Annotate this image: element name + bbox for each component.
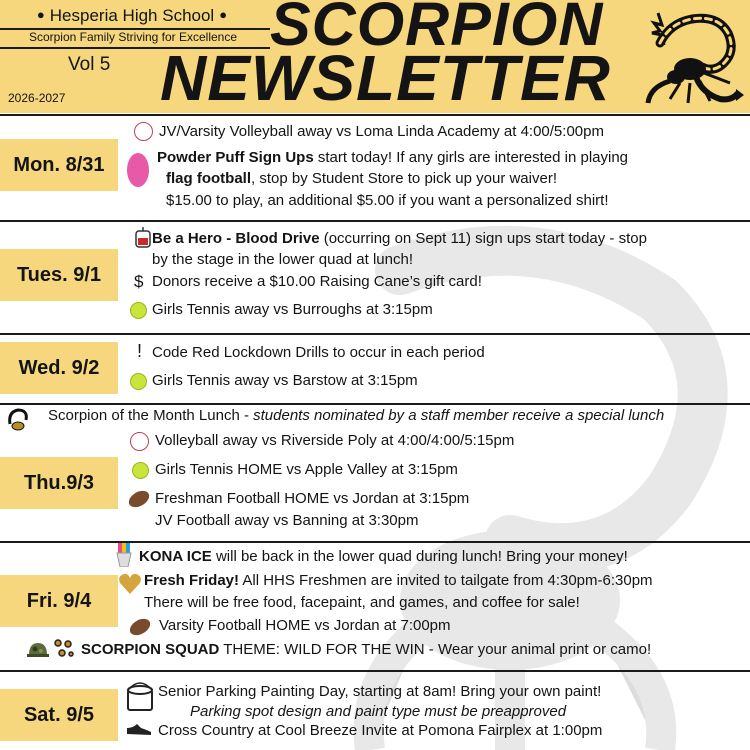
running-shoe-icon [125,722,153,738]
event-line: JV/Varsity Volleyball away vs Loma Linda Academy at 4:00/5:00pm [159,123,604,140]
event-line [166,170,557,188]
section-divider [0,403,750,405]
scorpion-of-month-banner [48,407,664,425]
school-name [12,6,252,26]
tennis-ball-icon [130,302,147,319]
title-scorpion: SCORPION [270,0,604,58]
event-line [144,572,653,590]
event-line: Donors receive a $10.00 Raising Cane’s gift card! [152,273,482,290]
day-label-thursday: Thu.9/3 [0,457,118,509]
day-label-friday: Fri. 9/4 [0,575,118,627]
event-line [152,230,647,248]
event-text: will be back in the lower quad during lunch! Bring your money! [211,548,628,565]
school-name-text: Hesperia High School [49,6,215,25]
event-line: Girls Tennis away vs Barstow at 3:15pm [152,372,418,389]
volume-number: Vol 5 [68,54,111,75]
leopard-print-icon [53,638,75,660]
event-line: Parking spot design and paint type must be preapproved [190,703,567,720]
day-label-monday: Mon. 8/31 [0,139,118,191]
volleyball-icon [130,432,149,451]
event-line: JV Football away vs Banning at 3:30pm [155,512,419,529]
scorpion-logo [640,3,745,109]
header-banner [0,0,750,113]
bullet-icon: ● [36,7,45,22]
title-newsletter: NEWSLETTER [160,42,611,114]
event-text: , stop by Student Store to pick up your waiver! [251,170,557,187]
event-line: by the stage in the lower quad at lunch! [152,251,414,268]
event-line [139,548,628,566]
event-line: Varsity Football HOME vs Jordan at 7:00pm [159,617,451,634]
event-line: Girls Tennis HOME vs Apple Valley at 3:15pm [155,461,458,478]
banner-text: Scorpion of the Month Lunch - [48,407,254,424]
event-highlight: Fresh Friday! [144,572,240,589]
event-text: THEME: WILD FOR THE WIN - Wear your animal print or camo! [219,641,652,658]
event-line: Senior Parking Painting Day, starting at 8am! Bring your own paint! [158,683,602,700]
scorpion-icon [6,406,30,432]
section-divider [0,333,750,335]
event-line: $15.00 to play, an additional $5.00 if you want a personalized shirt! [166,192,609,209]
event-highlight: Be a Hero - Blood Drive [152,230,320,247]
event-text: (occurring on Sept 11) sign ups start today - stop [319,230,647,247]
volleyball-icon [134,122,153,141]
section-divider [0,541,750,543]
day-label-wednesday: Wed. 9/2 [0,342,118,394]
event-text: All HHS Freshmen are invited to tailgate from 4:30pm-6:30pm [239,572,653,589]
bullet-icon: ● [219,7,228,22]
tennis-ball-icon [132,462,149,479]
section-divider [0,220,750,222]
event-line: Freshman Football HOME vs Jordan at 3:15pm [155,490,470,507]
scorpion-watermark [340,210,750,750]
banner-italic-text: students nominated by a staff member receive a special lunch [253,407,665,424]
football-icon [127,615,153,638]
event-line [157,149,628,167]
event-line: There will be free food, facepaint, and games, and coffee for sale! [144,594,580,611]
exclamation-icon: ! [137,341,143,361]
kona-ice-icon [114,543,134,567]
paint-can-icon [125,682,155,712]
event-highlight: Powder Puff Sign Ups [157,149,314,166]
school-year: 2026-2027 [8,91,66,105]
blood-bag-icon [133,227,153,251]
event-highlight: SCORPION SQUAD [81,641,220,658]
section-divider [0,670,750,672]
football-icon [126,487,152,510]
tennis-ball-icon [130,373,147,390]
heart-icon [118,573,142,595]
event-line: Volleyball away vs Riverside Poly at 4:00/4:00/5:15pm [155,432,515,449]
event-line: Cross Country at Cool Breeze Invite at Pomona Fairplex at 1:00pm [158,722,603,739]
day-label-saturday: Sat. 9/5 [0,689,118,741]
event-highlight: flag football [166,170,251,187]
motto: Scorpion Family Striving for Excellence [28,30,238,44]
section-divider [0,114,750,116]
event-line: Girls Tennis away vs Burroughs at 3:15pm [152,301,433,318]
football-icon [127,153,149,187]
event-line [81,641,651,659]
event-line: Code Red Lockdown Drills to occur in each period [152,344,485,361]
day-label-tuesday: Tues. 9/1 [0,249,118,301]
event-highlight: KONA ICE [139,548,212,565]
event-text: start today! If any girls are interested in playing [313,149,629,166]
dollar-icon: $ [134,272,144,291]
camo-hat-icon [27,641,49,659]
